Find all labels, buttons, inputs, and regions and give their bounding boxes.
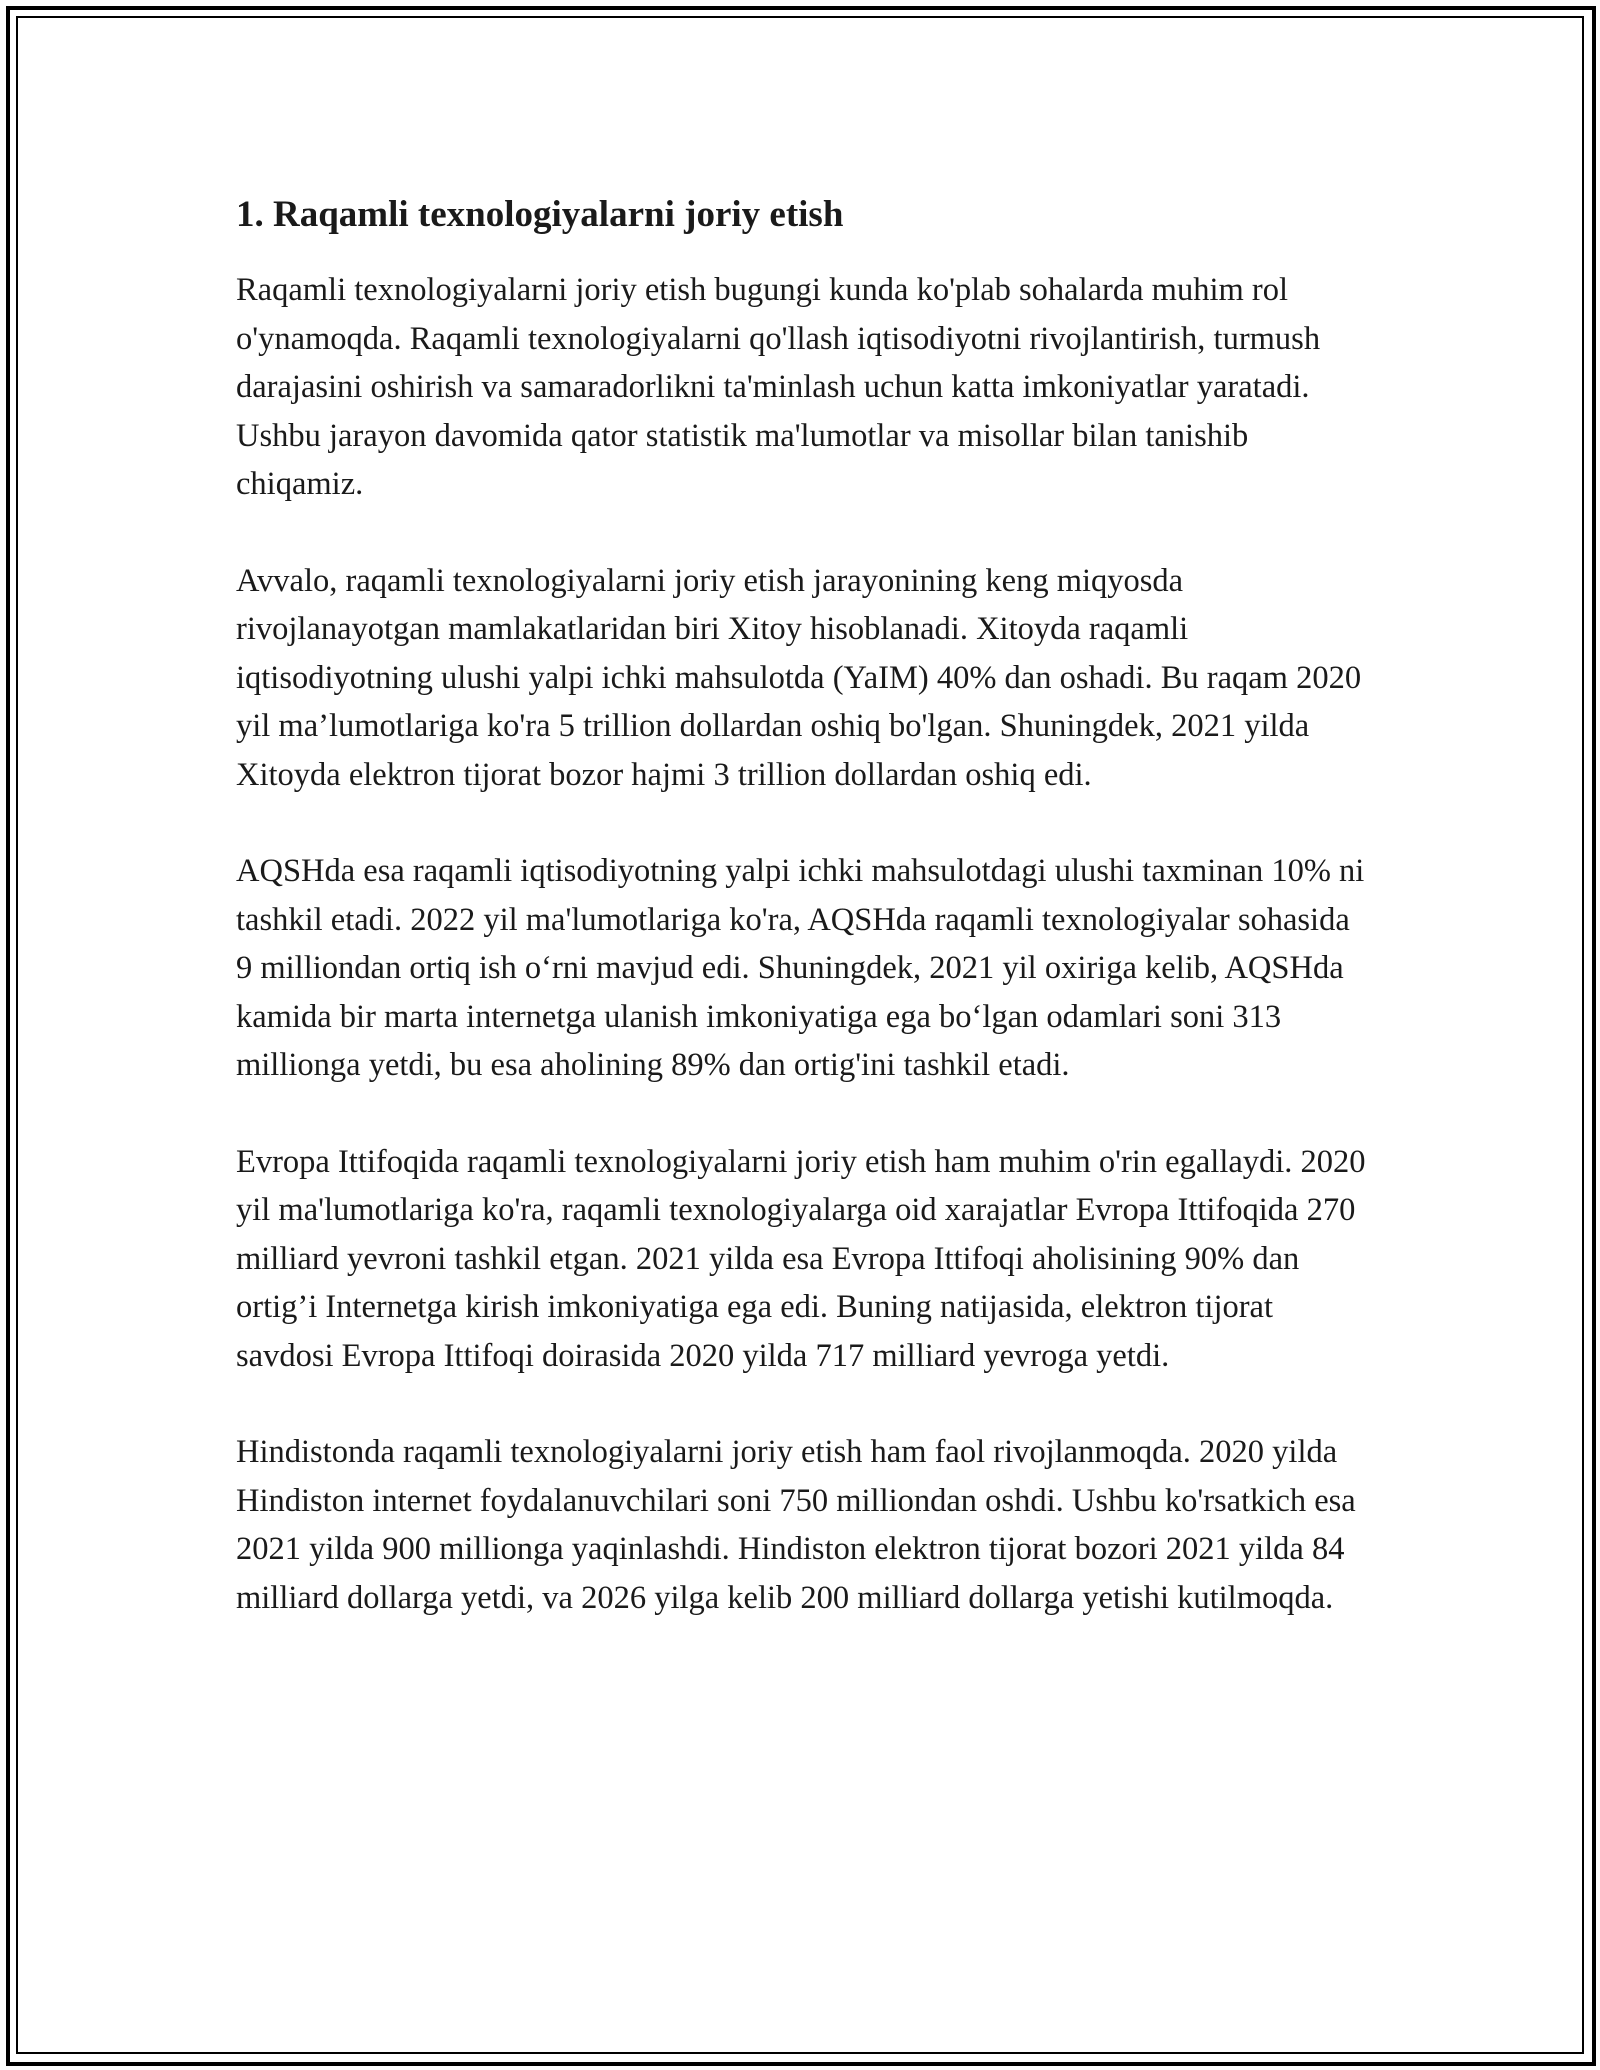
- paragraph-india: Hindistonda raqamli texnologiyalarni joriy etish ham faol rivojlanmoqda. 2020 yilda Hindiston internet foydalanuvchilari soni 750 milliondan oshdi. Ushbu ko'rsatkich esa 2021 yilda 900 millionga yaqinlashdi. Hindiston elektron tijorat bozori 2021 yilda 84 milliard dollarga yetdi, va 2026 yilga kelib 200 milliard dollarga yetishi kutilmoqda.: [236, 1434, 1356, 1616]
- document-body: [236, 186, 1366, 1670]
- paragraph-intro: Raqamli texnologiyalarni joriy etish bugungi kunda ko'plab sohalarda muhim rol o'ynamoqda. Raqamli texnologiyalarni qo'llash iqtisodiyotni rivojlantirish, turmush darajasini oshirish va samaradorlikni ta'minlash uchun katta imkoniyatlar yaratadi. Ushbu jarayon davomida qator statistik ma'lumotlar va misollar bilan tanishib chiqamiz.: [236, 272, 1321, 502]
- section-heading: 1. Raqamli texnologiyalarni joriy etish: [236, 194, 844, 235]
- paragraph-usa: AQSHda esa raqamli iqtisodiyotning yalpi ichki mahsulotdagi ulushi taxminan 10% ni tashkil etadi. 2022 yil ma'lumotlariga ko'ra, AQSHda raqamli texnologiyalar sohasida 9 milliondan ortiq ish o‘rni mavjud edi. Shuningdek, 2021 yil oxiriga kelib, AQSHda kamida bir marta internetga ulanish imkoniyatiga ega bo‘lgan odamlari soni 313 millionga yetdi, bu esa aholining 89% dan ortig'ini tashkil etadi.: [236, 853, 1365, 1083]
- paragraph-eu: Evropa Ittifoqida raqamli texnologiyalarni joriy etish ham muhim o'rin egallaydi. 2020 yil ma'lumotlariga ko'ra, raqamli texnologiyalarga oid xarajatlar Evropa Ittifoqida 270 milliard yevroni tashkil etgan. 2021 yilda esa Evropa Ittifoqi aholisining 90% dan ortig’i Internetga kirish imkoniyatiga ega edi. Buning natijasida, elektron tijorat savdosi Evropa Ittifoqi doirasida 2020 yilda 717 milliard yevroga yetdi.: [236, 1143, 1366, 1374]
- paragraph-china: Avvalo, raqamli texnologiyalarni joriy etish jarayonining keng miqyosda rivojlanayotgan mamlakatlaridan biri Xitoy hisoblanadi. Xitoyda raqamli iqtisodiyotning ulushi yalpi ichki mahsulotda (YaIM) 40% dan oshadi. Bu raqam 2020 yil ma’lumotlariga ko'ra 5 trillion dollardan oshiq bo'lgan. Shuningdek, 2021 yilda Xitoyda elektron tijorat bozor hajmi 3 trillion dollardan oshiq edi.: [236, 562, 1362, 793]
